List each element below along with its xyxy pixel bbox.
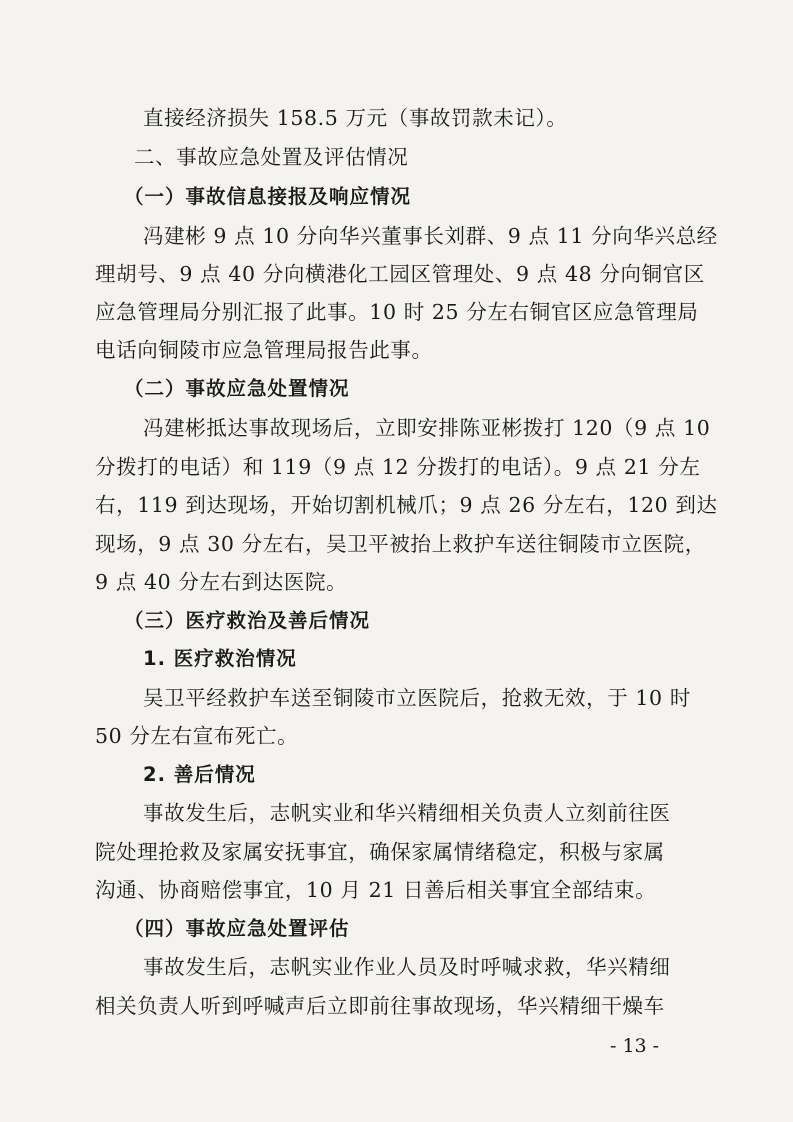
text-line-20: 院处理抢救及家属安抚事宜，确保家属情绪稳定，积极与家属	[95, 840, 665, 864]
text-line-24: 相关负责人听到呼喊声后立即前往事故现场，华兴精细干燥车	[95, 994, 665, 1018]
text-line-19: 事故发生后，志帆实业和华兴精细相关负责人立刻前往医	[143, 801, 671, 825]
subsection-heading-2-3: （三）医疗救治及善后情况	[124, 609, 371, 632]
subsection-heading-2-4: （四）事故应急处置评估	[124, 917, 350, 940]
text-line-12: 现场，9 点 30 分左右，吴卫平被抬上救护车送往铜陵市立医院，	[95, 532, 706, 556]
item-heading-1: 1. 医疗救治情况	[143, 647, 297, 670]
text-line-5: 理胡号、9 点 40 分向横港化工园区管理处、9 点 48 分向铜官区	[95, 262, 705, 286]
subsection-heading-2-2: （二）事故应急处置情况	[124, 377, 350, 400]
section-heading-2: 二、事故应急处置及评估情况	[134, 145, 409, 169]
text-line-13: 9 点 40 分左右到达医院。	[95, 570, 348, 594]
page-number: - 13 -	[610, 1035, 660, 1057]
text-line-23: 事故发生后，志帆实业作业人员及时呼喊求救，华兴精细	[143, 955, 671, 979]
text-line-10: 分拨打的电话）和 119（9 点 12 分拨打的电话）。9 点 21 分左	[95, 455, 701, 479]
text-line-1: 直接经济损失 158.5 万元（事故罚款未记）。	[143, 106, 568, 130]
text-line-16: 吴卫平经救护车送至铜陵市立医院后，抢救无效，于 10 时	[143, 686, 691, 710]
text-line-17: 50 分左右宣布死亡。	[95, 724, 299, 748]
text-line-4: 冯建彬 9 点 10 分向华兴董事长刘群、9 点 11 分向华兴总经	[143, 224, 718, 248]
text-line-7: 电话向铜陵市应急管理局报告此事。	[95, 338, 433, 362]
text-line-11: 右，119 到达现场，开始切割机械爪；9 点 26 分左右，120 到达	[95, 493, 718, 517]
text-line-6: 应急管理局分别汇报了此事。10 时 25 分左右铜官区应急管理局	[95, 300, 699, 324]
text-line-9: 冯建彬抵达事故现场后，立即安排陈亚彬拨打 120（9 点 10	[143, 416, 711, 440]
item-heading-2: 2. 善后情况	[143, 763, 256, 786]
subsection-heading-2-1: （一）事故信息接报及响应情况	[124, 185, 412, 208]
text-line-21: 沟通、协商赔偿事宜，10 月 21 日善后相关事宜全部结束。	[95, 878, 657, 902]
